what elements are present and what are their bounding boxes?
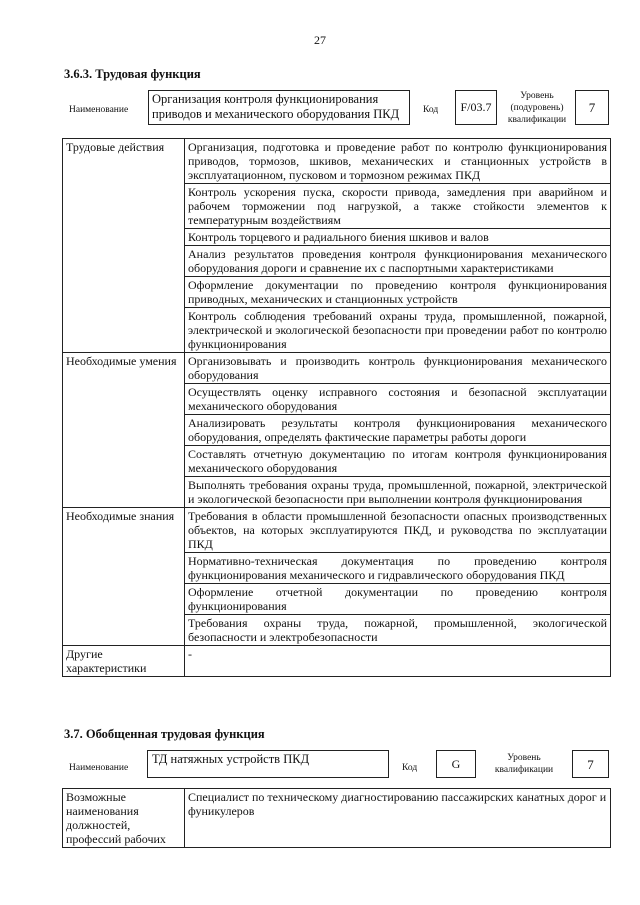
- row-label: Необходимые знания: [63, 508, 185, 646]
- code-label-2: Код: [402, 763, 418, 773]
- name-label-2: Наименование: [69, 763, 129, 773]
- page-number: 27: [314, 33, 326, 47]
- table-row: [63, 508, 611, 553]
- level-box-2: 7: [572, 750, 609, 778]
- list-item: -: [185, 646, 611, 677]
- list-item: Выполнять требования охраны труда, промышленной, пожарной, электрической и экологической безопасности при выполнении контроля функционирования: [185, 477, 611, 508]
- list-item: Требования охраны труда, пожарной, промышленной, экологической безопасности и электробезопасности: [185, 615, 611, 646]
- list-item: Оформление отчетной документации по проведению контроля функционирования: [185, 584, 611, 615]
- row-label: Другие характеристики: [63, 646, 185, 677]
- level-box: 7: [575, 90, 609, 125]
- list-item: Нормативно-техническая документация по проведению контроля функционирования механического и гидравлического оборудования ПКД: [185, 553, 611, 584]
- code-label: Код: [423, 105, 439, 115]
- table-row: [63, 353, 611, 384]
- section-heading-363: 3.6.3. Трудовая функция: [64, 67, 201, 81]
- table-row: [63, 789, 611, 848]
- table-row: [63, 139, 611, 184]
- row-label: Трудовые действия: [63, 139, 185, 353]
- level-label: Уровень (подуровень) квалификации: [507, 91, 567, 125]
- list-item: Требования в области промышленной безопасности опасных производственных объектов, на которых эксплуатируются ПКД, и руководства по эксплуатации ПКД: [185, 508, 611, 553]
- list-item: Организация, подготовка и проведение работ по контролю функционирования приводов, тормозов, шкивов, механических и станционных устройств в эксплуатационном, пусковом и тормозном режимах ПКД: [185, 139, 611, 184]
- level-label-2: Уровень квалификации: [494, 753, 554, 775]
- list-item: Анализ результатов проведения контроля функционирования механического оборудования дороги и сравнение их с паспортными характеристиками: [185, 246, 611, 277]
- function-name-box: Организация контроля функционирования приводов и механического оборудования ПКД: [148, 90, 410, 125]
- generalized-function-name-box: ТД натяжных устройств ПКД: [147, 750, 389, 778]
- positions-table: [62, 788, 611, 848]
- list-item: Оформление документации по проведению контроля функционирования приводных, механических и станционных устройств: [185, 277, 611, 308]
- name-label: Наименование: [69, 105, 129, 115]
- code-box: F/03.7: [455, 90, 497, 125]
- list-item: Контроль ускорения пуска, скорости привода, замедления при аварийном и рабочем торможении под нагрузкой, а также стойкости элементов к температурным воздействиям: [185, 184, 611, 229]
- positions-label: Возможные наименования должностей, профессий рабочих: [63, 789, 185, 848]
- row-label: Необходимые умения: [63, 353, 185, 508]
- list-item: Анализировать результаты контроля функционирования механического оборудования, определять фактические параметры работы дороги: [185, 415, 611, 446]
- list-item: Организовывать и производить контроль функционирования механического оборудования: [185, 353, 611, 384]
- section-heading-37: 3.7. Обобщенная трудовая функция: [64, 727, 265, 741]
- labor-function-table: [62, 138, 611, 677]
- positions-value: Специалист по техническому диагностированию пассажирских канатных дорог и фуникулеров: [185, 789, 611, 848]
- list-item: Контроль торцевого и радиального биения шкивов и валов: [185, 229, 611, 246]
- table-row: [63, 646, 611, 677]
- list-item: Контроль соблюдения требований охраны труда, промышленной, пожарной, электрической и экологической безопасности при проведении работ по контролю функционирования: [185, 308, 611, 353]
- list-item: Составлять отчетную документацию по итогам контроля функционирования механического оборудования: [185, 446, 611, 477]
- code-box-2: G: [436, 750, 476, 778]
- list-item: Осуществлять оценку исправного состояния и безопасной эксплуатации механического оборудования: [185, 384, 611, 415]
